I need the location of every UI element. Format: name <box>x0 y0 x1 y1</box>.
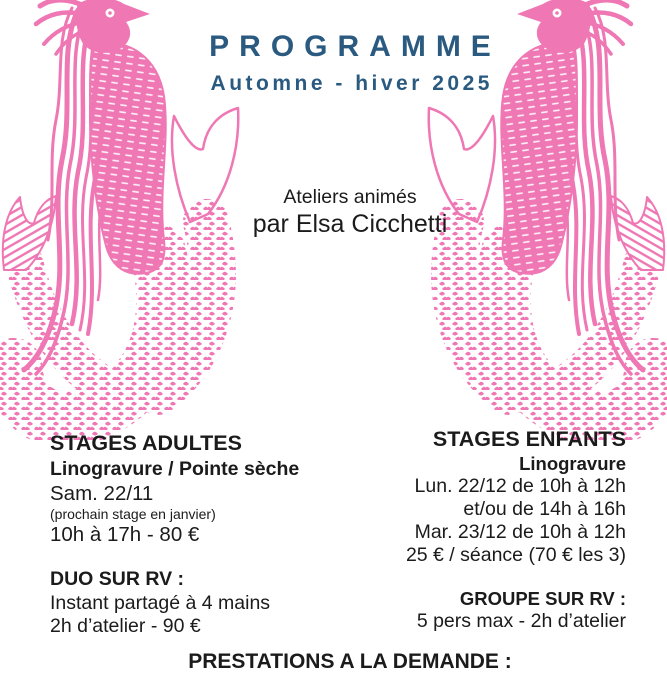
kids-section <box>326 426 626 633</box>
adults-heading: STAGES ADULTES <box>50 431 242 455</box>
kids-session-2: et/ou de 14h à 16h <box>463 498 626 520</box>
adults-section <box>50 430 350 638</box>
page-subtitle: Automne - hiver 2025 <box>210 72 493 95</box>
group-heading: GROUPE SUR RV : <box>459 588 626 609</box>
credit-line-2: par Elsa Cicchetti <box>252 210 448 238</box>
adults-date: Sam. 22/11 <box>50 482 154 505</box>
duo-line-2: 2h d’atelier - 90 € <box>50 615 201 637</box>
kids-price: 25 € / séance (70 € les 3) <box>405 544 626 566</box>
adults-subheading: Linogravure / Pointe sèche <box>50 458 300 480</box>
duo-line-1: Instant partagé à 4 mains <box>50 592 271 614</box>
duo-heading: DUO SUR RV : <box>50 568 184 590</box>
credit-block <box>33 185 667 239</box>
kids-subheading: Linogravure <box>519 453 626 474</box>
group-line-1: 5 pers max - 2h d’atelier <box>416 610 626 632</box>
kids-session-3: Mar. 23/12 de 10h à 12h <box>414 521 626 543</box>
credit-line-1: Ateliers animés <box>283 186 417 208</box>
adults-note: (prochain stage en janvier) <box>50 506 216 522</box>
footer-heading: PRESTATIONS A LA DEMANDE : <box>188 650 512 673</box>
kids-heading: STAGES ENFANTS <box>432 427 626 451</box>
page-title: PROGRAMME <box>209 30 501 63</box>
kids-session-1: Lun. 22/12 de 10h à 12h <box>414 475 626 497</box>
adults-hours-price: 10h à 17h - 80 € <box>50 523 200 546</box>
title-block <box>33 30 667 96</box>
